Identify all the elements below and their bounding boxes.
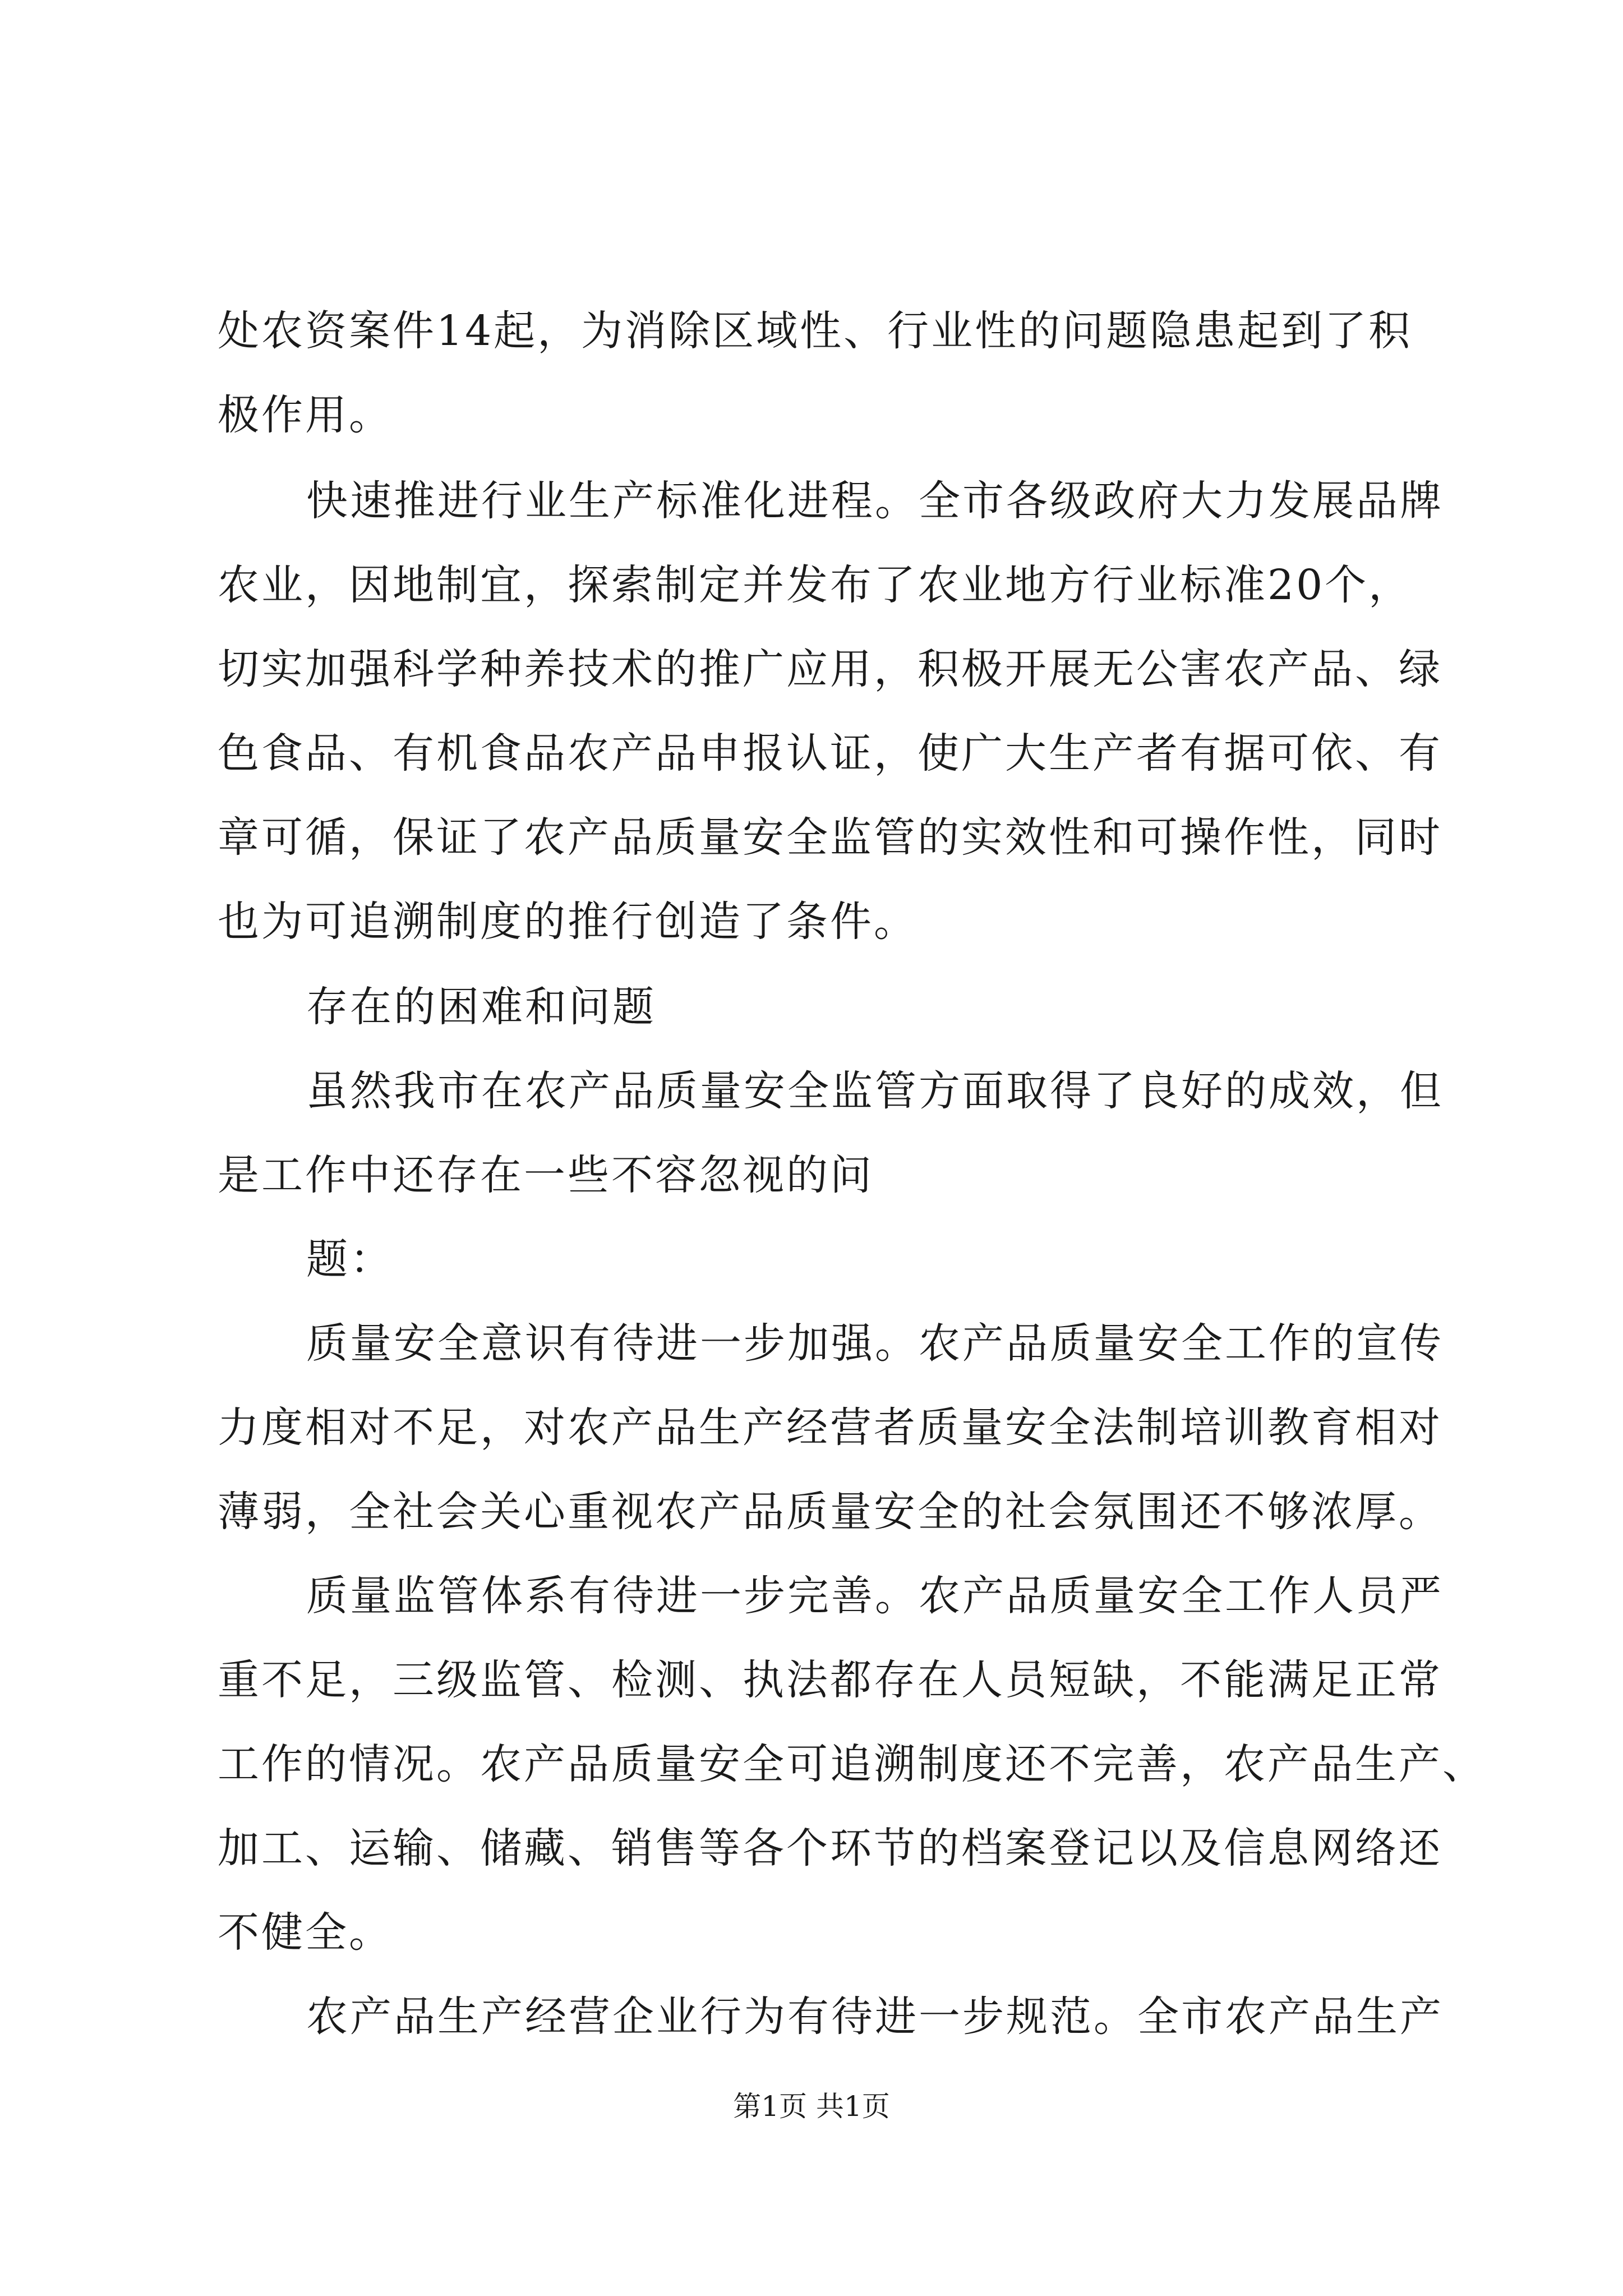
text-line-6: 色食品、有机食品农产品申报认证，使广大生产者有据可依、有 — [218, 729, 1442, 777]
text-line-4: 农业，因地制宜，探索制定并发布了农业地方行业标准20个， — [218, 561, 1413, 609]
text-line-18: 工作的情况。农产品质量安全可追溯制度还不完善，农产品生产、 — [218, 1740, 1486, 1788]
text-line-1: 处农资案件14起，为消除区域性、行业性的问题隐患起到了积 — [218, 307, 1413, 355]
text-line-12: 题： — [306, 1235, 394, 1283]
text-line-10: 虽然我市在农产品质量安全监管方面取得了良好的成效，但 — [306, 1067, 1444, 1115]
page-footer: 第1页 共1页 — [733, 2090, 890, 2123]
text-line-11: 是工作中还存在一些不容忽视的问 — [218, 1151, 874, 1199]
text-line-8: 也为可追溯制度的推行创造了条件。 — [218, 898, 917, 946]
section-heading: 存在的困难和问题 — [306, 983, 656, 1031]
text-line-7: 章可循，保证了农产品质量安全监管的实效性和可操作性，同时 — [218, 813, 1442, 862]
text-line-5: 切实加强科学种养技术的推广应用，积极开展无公害农产品、绿 — [218, 645, 1442, 693]
text-line-16: 质量监管体系有待进一步完善。农产品质量安全工作人员严 — [306, 1572, 1444, 1620]
text-line-20: 不健全。 — [218, 1908, 393, 1957]
text-line-13: 质量安全意识有待进一步加强。农产品质量安全工作的宣传 — [306, 1319, 1444, 1368]
text-line-17: 重不足，三级监管、检测、执法都存在人员短缺，不能满足正常 — [218, 1656, 1442, 1704]
text-line-15: 薄弱，全社会关心重视农产品质量安全的社会氛围还不够浓厚。 — [218, 1488, 1442, 1536]
text-line-14: 力度相对不足，对农产品生产经营者质量安全法制培训教育相对 — [218, 1404, 1442, 1452]
text-line-2: 极作用。 — [218, 391, 393, 439]
text-line-21: 农产品生产经营企业行为有待进一步规范。全市农产品生产 — [306, 1993, 1444, 2041]
text-line-19: 加工、运输、储藏、销售等各个环节的档案登记以及信息网络还 — [218, 1824, 1442, 1872]
text-line-3: 快速推进行业生产标准化进程。全市各级政府大力发展品牌 — [306, 477, 1444, 525]
